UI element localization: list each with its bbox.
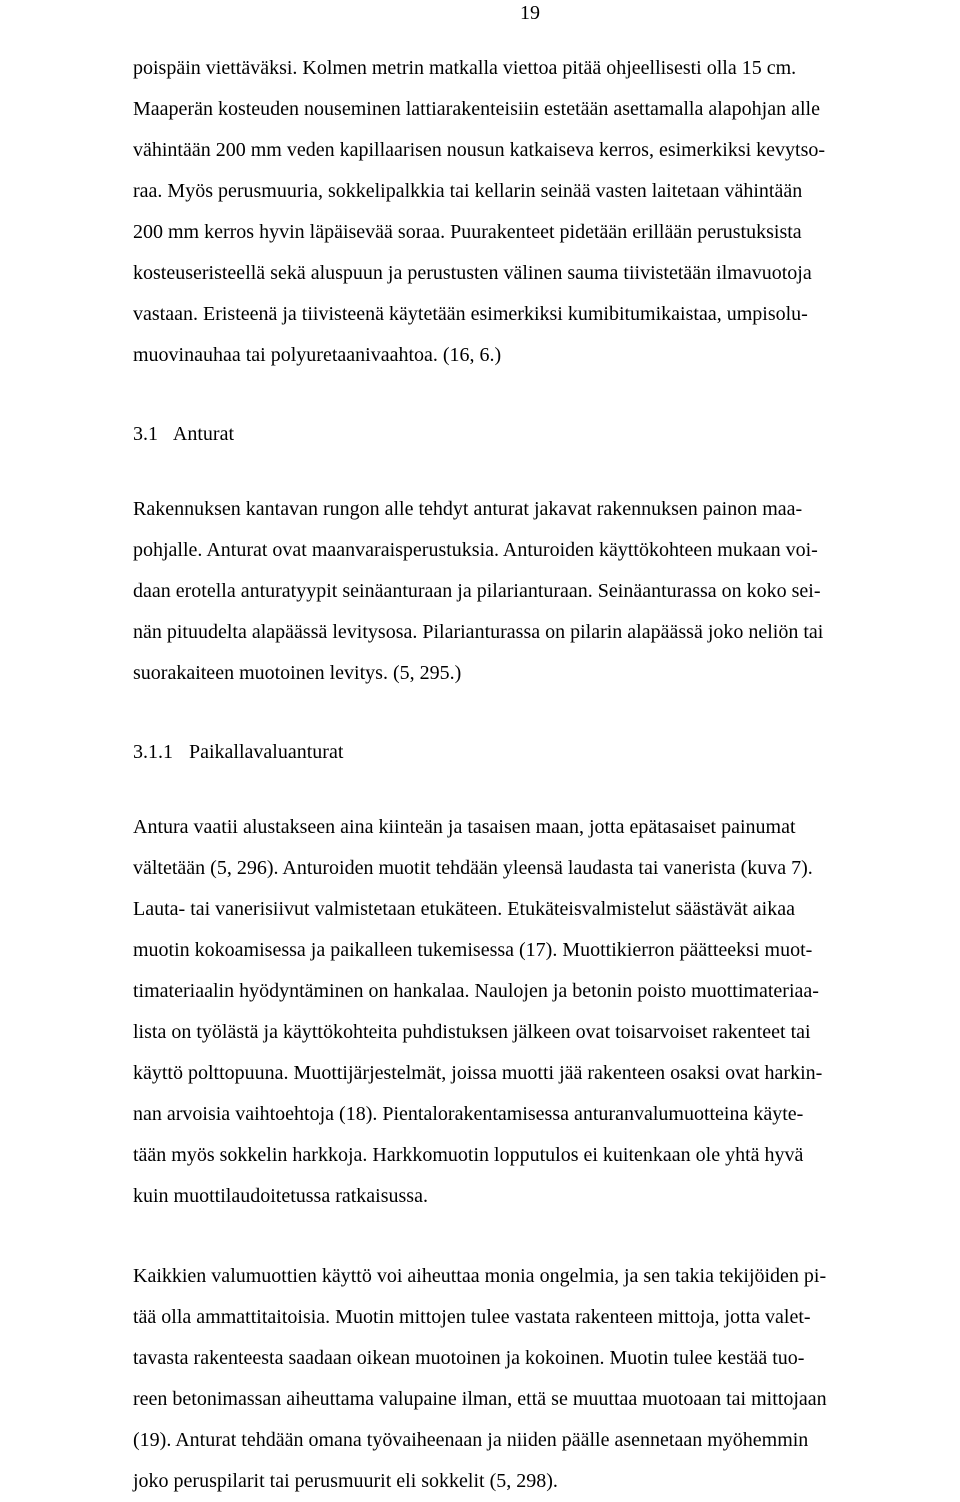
text-line: Rakennuksen kantavan rungon alle tehdyt anturat jakavat rakennuksen painon maa- (133, 498, 803, 520)
paragraph-ground-moisture (133, 48, 959, 376)
text-line: reen betonimassan aiheuttama valupaine ilman, että se muuttaa muotoaan tai mittojaan (133, 1388, 827, 1410)
section-number: 3.1 (133, 423, 158, 445)
section-title: Anturat (172, 423, 234, 445)
text-line: daan erotella anturatyypit seinäanturaan ja pilarianturaan. Seinäanturassa on koko sei- (133, 580, 821, 602)
text-line: käyttö polttopuuna. Muottijärjestelmät, joissa muotti jää rakenteen osaksi ovat harkin- (133, 1062, 823, 1084)
text-line: kuin muottilaudoitetussa ratkaisussa. (133, 1185, 428, 1207)
paragraph-cast-footings (133, 807, 959, 1217)
text-line: muotin kokoamisessa ja paikalleen tukemisessa (17). Muottikierron päätteeksi muot- (133, 939, 813, 961)
text-line: Maaperän kosteuden nouseminen lattiarakenteisiin estetään asettamalla alapohjan alle (133, 98, 820, 120)
text-line: vältetään (5, 296). Anturoiden muotit tehdään yleensä laudasta tai vanerista (kuva 7). (133, 857, 813, 879)
text-line: vähintään 200 mm veden kapillaarisen nousun katkaiseva kerros, esimerkiksi kevytso- (133, 139, 826, 161)
text-line: Lauta- tai vanerisiivut valmistetaan etukäteen. Etukäteisvalmistelut säästävät aikaa (133, 898, 795, 920)
section-heading-3-1-1 (133, 740, 343, 764)
text-line: Kaikkien valumuottien käyttö voi aiheuttaa monia ongelmia, ja sen takia tekijöiden pi- (133, 1265, 827, 1287)
text-line: 200 mm kerros hyvin läpäisevää soraa. Puurakenteet pidetään erillään perustuksista (133, 221, 802, 243)
text-line: timateriaalin hyödyntäminen on hankalaa. Naulojen ja betonin poisto muottimateriaa- (133, 980, 819, 1002)
section-number: 3.1.1 (133, 741, 173, 763)
section-heading-3-1 (133, 422, 234, 446)
page-number: 19 (520, 2, 540, 24)
text-line: kosteuseristeellä sekä aluspuun ja perustusten välinen sauma tiivistetään ilmavuotoja (133, 262, 812, 284)
text-line: tään myös sokkelin harkkoja. Harkkomuotin lopputulos ei kuitenkaan ole yhtä hyvä (133, 1144, 804, 1166)
text-line: tää olla ammattitaitoisia. Muotin mittojen tulee vastata rakenteen mittoja, jotta valet- (133, 1306, 811, 1328)
text-line: nan arvoisia vaihtoehtoja (18). Pientalorakentamisessa anturanvalumuotteina käyte- (133, 1103, 804, 1125)
section-title: Paikallavaluanturat (189, 741, 344, 763)
text-line: nän pituudelta alapäässä levitysosa. Pilarianturassa on pilarin alapäässä joko neliön tai (133, 621, 824, 643)
paragraph-footings-intro (133, 489, 959, 694)
text-line: Antura vaatii alustakseen aina kiinteän ja tasaisen maan, jotta epätasaiset painumat (133, 816, 796, 838)
text-line: muovinauhaa tai polyuretaanivaahtoa. (16, 6.) (133, 344, 502, 366)
text-line: lista on työlästä ja käyttökohteita puhdistuksen jälkeen ovat toisarvoiset rakenteet tai (133, 1021, 811, 1043)
text-line: poispäin viettäväksi. Kolmen metrin matkalla viettoa pitää ohjeellisesti olla 15 cm. (133, 57, 797, 79)
text-line: vastaan. Eristeenä ja tiivisteenä käytetään esimerkiksi kumibitumikaistaa, umpisolu- (133, 303, 808, 325)
paragraph-formwork-problems (133, 1256, 959, 1502)
text-line: (19). Anturat tehdään omana työvaiheenaan ja niiden päälle asennetaan myöhemmin (133, 1429, 809, 1451)
text-line: raa. Myös perusmuuria, sokkelipalkkia tai kellarin seinää vasten laitetaan vähintään (133, 180, 803, 202)
text-line: suorakaiteen muotoinen levitys. (5, 295.) (133, 662, 462, 684)
text-line: pohjalle. Anturat ovat maanvaraisperustuksia. Anturoiden käyttökohteen mukaan voi- (133, 539, 818, 561)
text-line: joko peruspilarit tai perusmuurit eli sokkelit (5, 298). (133, 1470, 558, 1492)
text-line: tavasta rakenteesta saadaan oikean muotoinen ja kokoinen. Muotin tulee kestää tuo- (133, 1347, 805, 1369)
